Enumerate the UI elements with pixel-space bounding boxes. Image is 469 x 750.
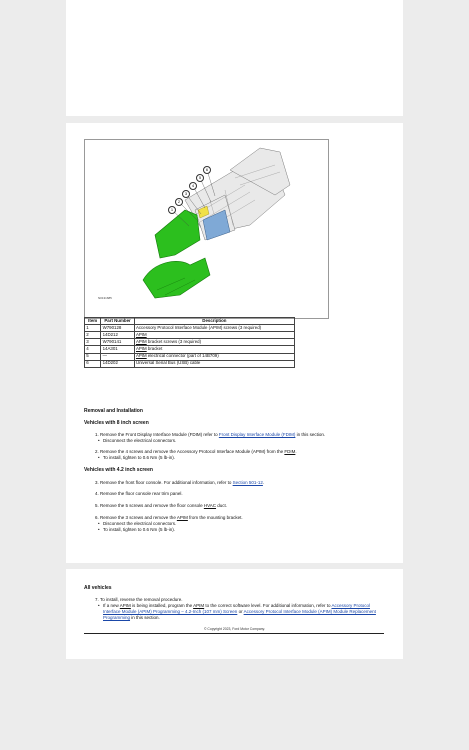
- table-row: [85, 332, 295, 339]
- bullet-text: If a new: [103, 602, 119, 608]
- step-text: .: [295, 449, 297, 454]
- header-item: Item: [85, 318, 101, 325]
- header-description: Description: [134, 318, 294, 325]
- step-3: [95, 480, 385, 486]
- step-text: Remove the 5 screws and remove the floor console: [100, 503, 203, 508]
- callout-4: 4: [189, 182, 197, 190]
- step-7: [95, 597, 385, 620]
- step-text: Remove the 3 screws and remove the: [100, 515, 176, 520]
- row-description: Accessory Protocol Interface Module (APIM) screws (3 required): [134, 325, 294, 332]
- row-item: 2: [85, 332, 101, 339]
- step-text: in this section.: [296, 432, 326, 437]
- row-item: 1: [85, 325, 101, 332]
- bullet-text: to the correct software level. For additional information, refer to: [205, 602, 331, 608]
- step-bullet: [95, 603, 385, 621]
- row-part-number: W790128: [101, 325, 134, 332]
- apim-abbreviation[interactable]: APIM: [135, 346, 147, 352]
- hvac-abbreviation[interactable]: HVAC: [203, 503, 217, 508]
- fdim-link[interactable]: Front Display Interface Module (FDIM): [218, 432, 296, 437]
- subheading-8-inch: Vehicles with 8 inch screen: [84, 420, 149, 426]
- step-text: Remove the 4 screws and remove the Accessory Protocol Interface Module (APIM) from the: [100, 449, 284, 454]
- step-5: [95, 503, 385, 509]
- callout-3: 3: [182, 190, 190, 198]
- step-number: 6.: [95, 515, 99, 520]
- step-number: 2.: [95, 449, 99, 454]
- apim-abbreviation[interactable]: APIM: [135, 331, 147, 337]
- step-text: Remove the Front Display Interface Module (FDIM) refer to: [100, 432, 218, 437]
- callout-2: 2: [175, 198, 183, 206]
- table-row: [85, 339, 295, 346]
- subheading-4-2-inch: Vehicles with 4.2 inch screen: [84, 467, 153, 473]
- page-bottom: [66, 569, 403, 659]
- callout-1: 1: [168, 206, 176, 214]
- step-number: 7.: [95, 597, 99, 602]
- step-bullet: • To install, tighten to 0.6 Nm (5 lb-in).: [95, 527, 385, 533]
- callout-6: 6: [203, 166, 211, 174]
- row-description: Universal Serial Bus (USB) cable: [134, 360, 294, 367]
- step-text: Remove the front floor console. For additional information, refer to: [100, 480, 232, 485]
- step-text: .: [262, 480, 265, 485]
- step-4: [95, 491, 385, 497]
- apim-programming-link[interactable]: Accessory Protocol Interface Module (APIM) Programming – 4.2-Inch (107 mm) Screen: [103, 602, 370, 614]
- step-bullet: • Disconnect the electrical connectors.: [95, 438, 385, 444]
- table-header-row: [85, 318, 295, 325]
- bullet-text: is being installed, program the: [132, 602, 193, 608]
- step-bullet: • To install, tighten to 0.6 Nm (5 lb-in).: [95, 455, 385, 461]
- row-part-number: 14D202: [101, 360, 134, 367]
- row-item: 4: [85, 346, 101, 353]
- step-text: To install, reverse the removal procedure.: [99, 597, 183, 602]
- step-text: from the mounting bracket.: [189, 515, 243, 520]
- step-text: Remove the floor console rear trim panel.: [100, 491, 183, 496]
- section-501-12-link[interactable]: Section 501-12: [232, 480, 263, 485]
- apim-illustration: [84, 139, 329, 319]
- row-item: 3: [85, 339, 101, 346]
- table-row: [85, 360, 295, 367]
- apim-abbreviation[interactable]: APIM: [176, 515, 188, 520]
- section-heading: Removal and Installation: [84, 408, 143, 414]
- row-part-number: 14A301: [101, 346, 134, 353]
- figure-code: N0131685: [98, 296, 112, 300]
- step-text: duct.: [217, 503, 228, 508]
- apim-abbreviation[interactable]: APIM: [119, 602, 131, 608]
- all-vehicles-heading: All vehicles: [84, 585, 112, 591]
- row-item: 5: [85, 353, 101, 360]
- row-description: APIM bracket screws (3 required): [134, 339, 294, 346]
- bullet-text: in this section.: [131, 614, 160, 620]
- row-description: APIM bracket: [134, 346, 294, 353]
- row-part-number: 14D212: [101, 332, 134, 339]
- row-part-number: —: [101, 353, 134, 360]
- fdim-abbreviation[interactable]: FDIM: [284, 449, 296, 454]
- row-part-number: W790141: [101, 339, 134, 346]
- step-2: [95, 449, 385, 461]
- step-number: 1.: [95, 432, 99, 437]
- header-part-number: Part Number: [101, 318, 134, 325]
- table-row: [85, 325, 295, 332]
- step-6: [95, 515, 385, 533]
- bullet-text: or: [238, 608, 243, 614]
- step-number: 4.: [95, 491, 99, 496]
- step-bullet: • Disconnect the electrical connectors.: [95, 521, 385, 527]
- apim-replacement-programming-link[interactable]: Accessory Protocol Interface Module (APIM) Module Replacement Programming: [103, 608, 376, 620]
- table-row: [85, 346, 295, 353]
- footer-divider: [84, 633, 384, 634]
- copyright: © Copyright 2023, Ford Motor Company.: [203, 627, 266, 631]
- parts-table: [84, 317, 295, 368]
- page-middle: [66, 123, 403, 563]
- table-row: [85, 353, 295, 360]
- apim-abbreviation[interactable]: APIM: [193, 602, 205, 608]
- row-item: 6: [85, 360, 101, 367]
- apim-abbreviation[interactable]: APIM: [135, 353, 147, 359]
- step-number: 5.: [95, 503, 99, 508]
- step-number: 3.: [95, 480, 99, 485]
- row-description: APIM electrical connector (part of 14B709): [134, 353, 294, 360]
- page-top: [66, 0, 403, 116]
- callout-5: 5: [196, 174, 204, 182]
- step-1: [95, 432, 385, 444]
- apim-abbreviation[interactable]: APIM: [135, 338, 147, 344]
- row-description: [134, 332, 294, 339]
